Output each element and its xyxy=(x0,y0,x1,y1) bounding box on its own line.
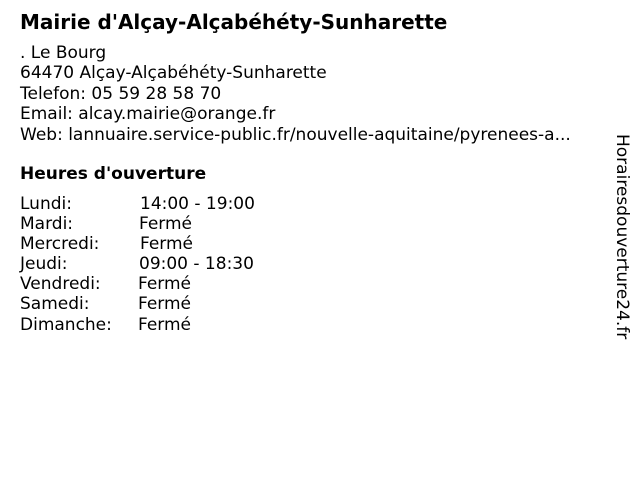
opening-hours-heading: Heures d'ouverture xyxy=(20,164,207,184)
site-watermark: Horairesdouverture24.fr xyxy=(612,134,632,340)
day-label: Vendredi: xyxy=(20,274,101,295)
day-hours: Fermé xyxy=(139,214,193,235)
day-hours: 14:00 - 19:00 xyxy=(140,194,255,214)
day-label: Mercredi: xyxy=(20,234,100,255)
web-line: Web: lannuaire.service-public.fr/nouvelle-aquitaine/pyrenees-a... xyxy=(20,124,571,145)
day-label: Samedi: xyxy=(20,294,90,315)
email-line: Email: alcay.mairie@orange.fr xyxy=(20,104,276,125)
day-hours: Fermé xyxy=(138,314,192,335)
day-label: Jeudi: xyxy=(20,254,68,275)
day-hours: Fermé xyxy=(138,274,192,295)
street-address: . Le Bourg xyxy=(20,43,107,63)
city-line: 64470 Alçay-Alçabéhéty-Sunharette xyxy=(20,63,327,84)
day-label: Mardi: xyxy=(20,214,74,235)
page-title: Mairie d'Alçay-Alçabéhéty-Sunharette xyxy=(20,10,448,34)
phone-line: Telefon: 05 59 28 58 70 xyxy=(20,83,222,104)
day-hours: Fermé xyxy=(140,234,194,255)
day-label: Dimanche: xyxy=(20,314,112,335)
day-hours: Fermé xyxy=(138,294,192,315)
day-label: Lundi: xyxy=(20,194,72,214)
address-block xyxy=(20,43,571,145)
day-hours: 09:00 - 18:30 xyxy=(139,254,254,275)
